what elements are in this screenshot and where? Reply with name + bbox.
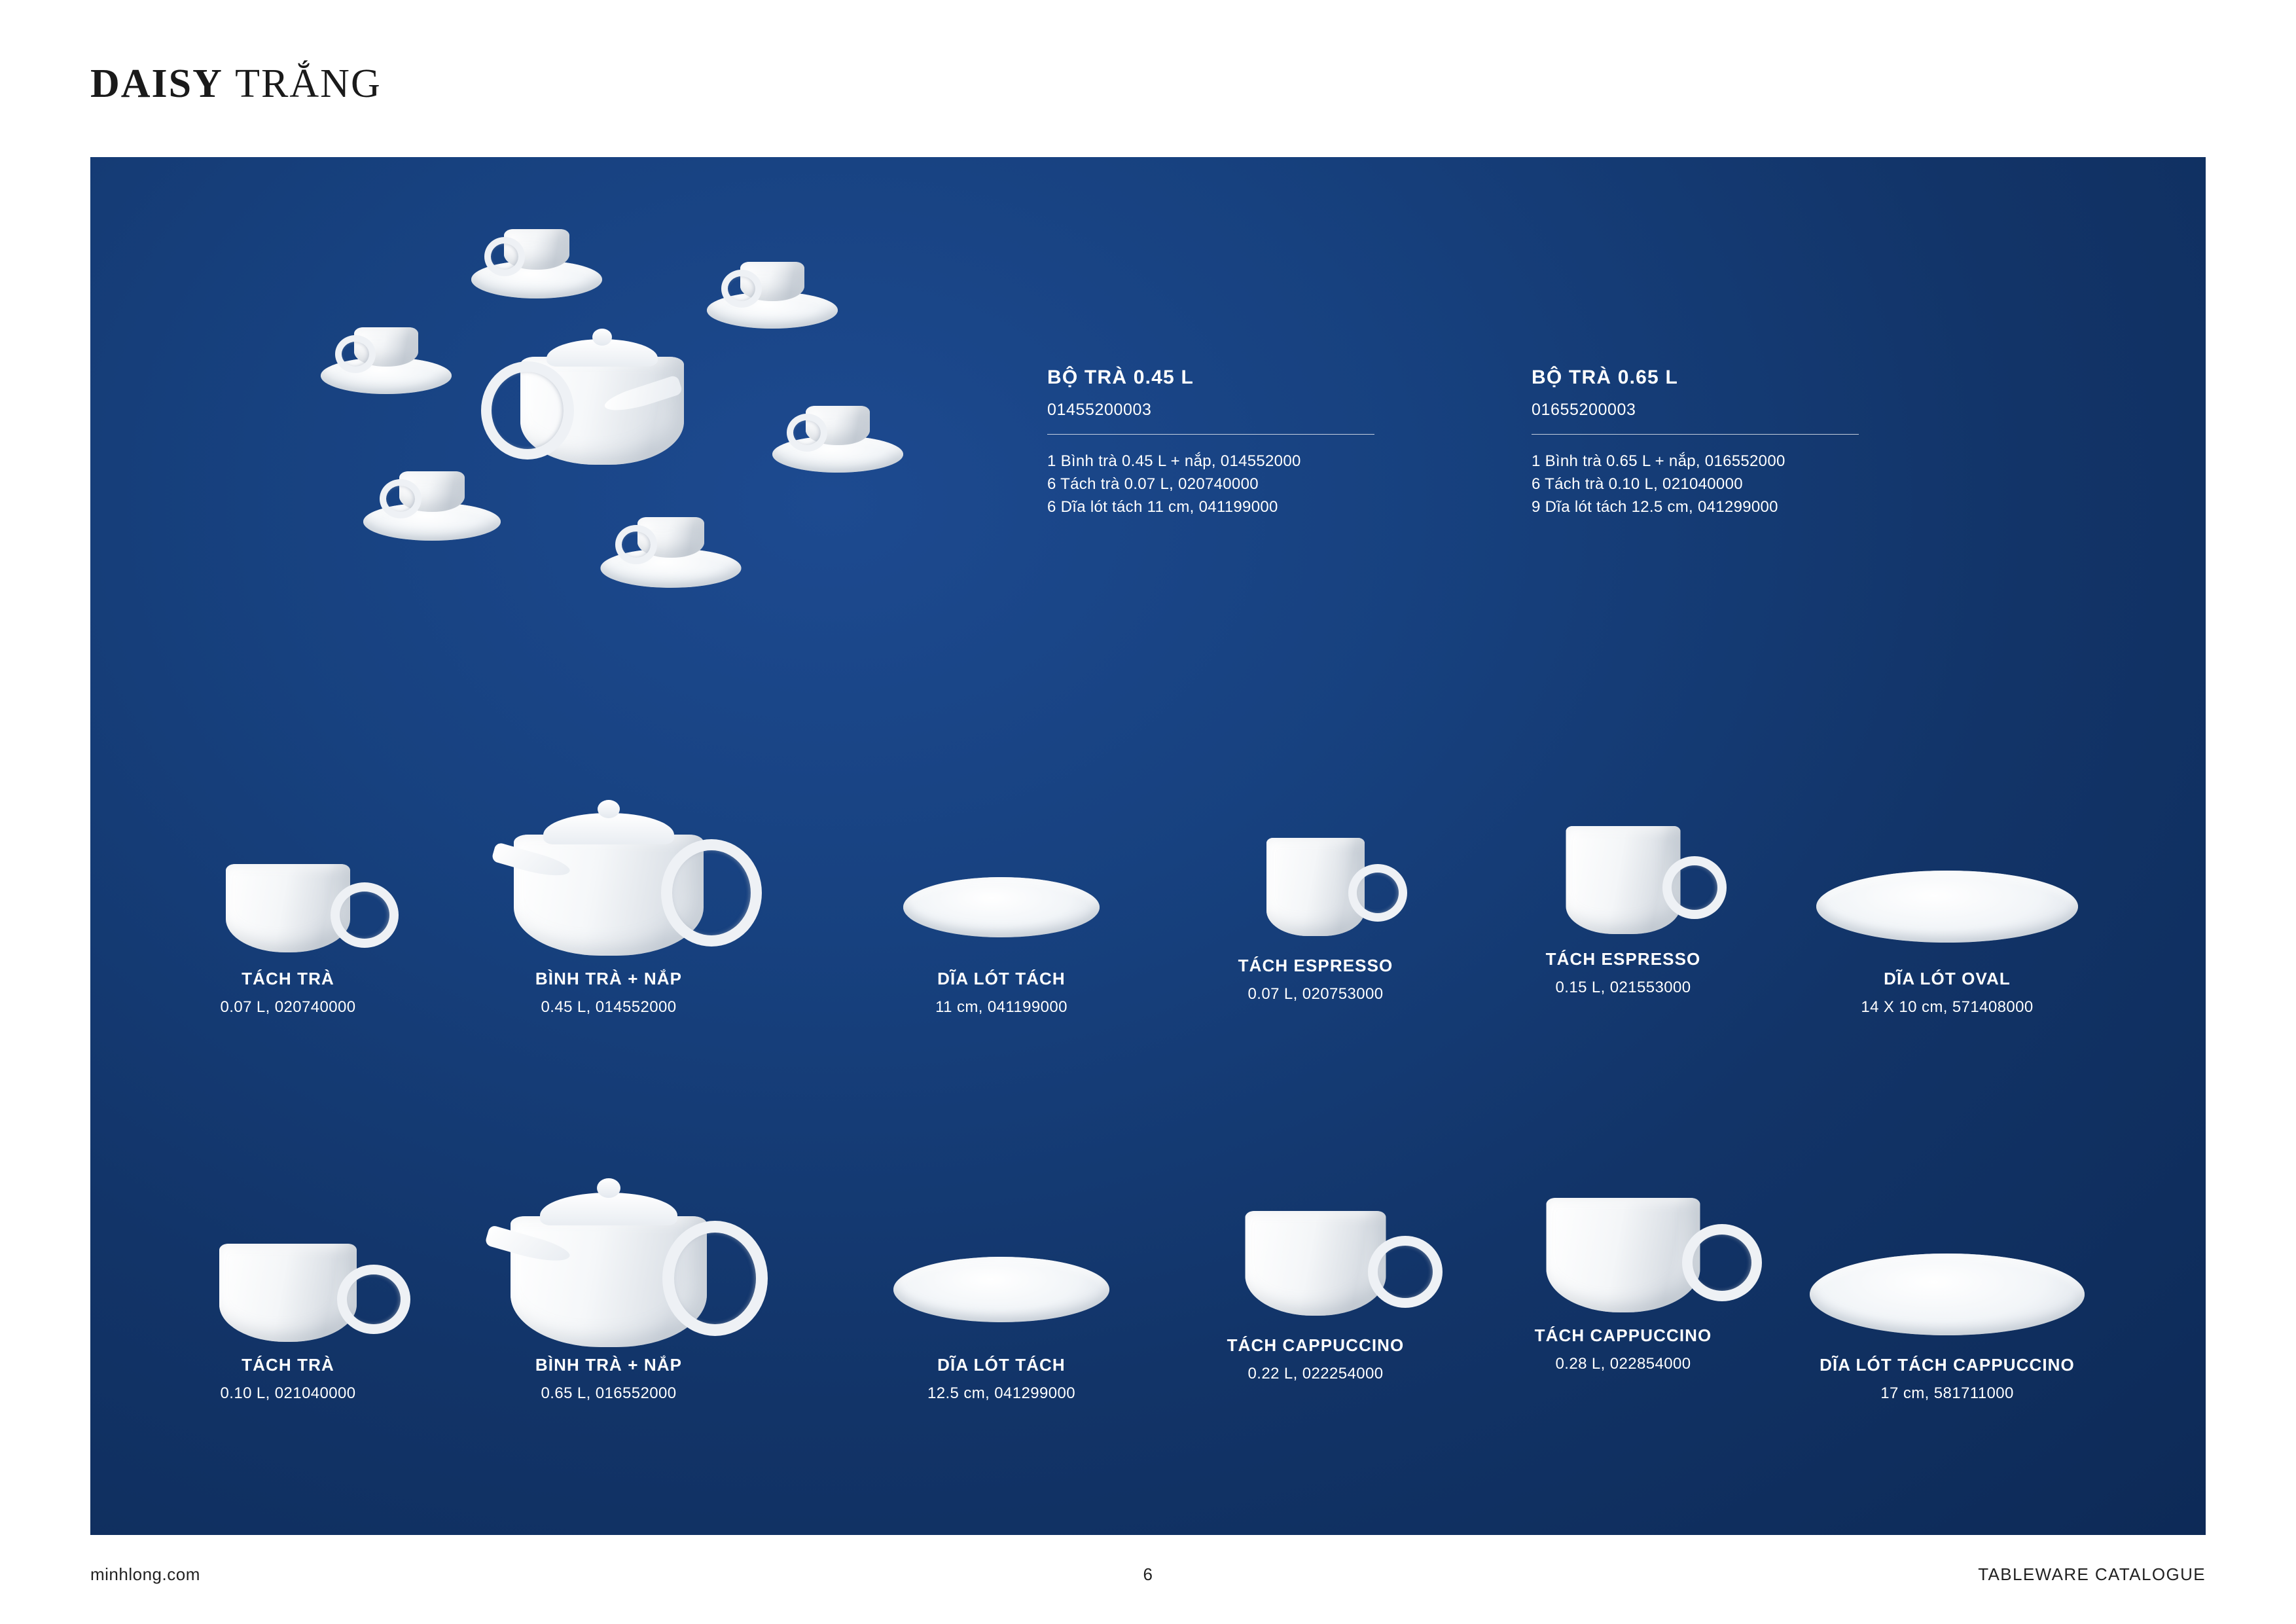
- product-image: [151, 805, 425, 969]
- set-title: BỘ TRÀ 0.45 L: [1047, 367, 1194, 388]
- product-spec: 14 X 10 cm, 571408000: [1861, 998, 2034, 1016]
- product-name: DĨA LÓT TÁCH: [937, 969, 1066, 988]
- product-spec: 0.07 L, 020740000: [220, 998, 356, 1016]
- product-spec: 0.22 L, 022254000: [1247, 1365, 1384, 1382]
- product-name: DĨA LÓT TÁCH: [937, 1355, 1066, 1375]
- product-image: [1178, 792, 1453, 956]
- product-item: [1486, 785, 1761, 997]
- product-item: [1178, 792, 1453, 1003]
- set-title: BỘ TRÀ 0.65 L: [1532, 367, 1678, 388]
- product-image: [1787, 1191, 2108, 1355]
- set-line: 6 Tách trà 0.07 L, 020740000: [1047, 475, 1259, 493]
- set-line: 1 Bình trà 0.45 L + nắp, 014552000: [1047, 452, 1301, 470]
- product-item: [151, 1191, 425, 1403]
- product-image: [151, 1191, 425, 1355]
- set-divider: [1532, 434, 1859, 435]
- product-spec: 0.65 L, 016552000: [541, 1384, 677, 1402]
- product-image: [1800, 805, 2094, 969]
- product-name: DĨA LÓT OVAL: [1884, 969, 2011, 988]
- product-name: TÁCH TRÀ: [242, 1355, 334, 1375]
- product-spec: 0.28 L, 022854000: [1555, 1355, 1691, 1373]
- product-name: DĨA LÓT TÁCH CAPPUCCINO: [1820, 1355, 2075, 1375]
- product-spec: 12.5 cm, 041299000: [927, 1384, 1076, 1402]
- hero-tea-set-image: [249, 203, 995, 661]
- product-name: TÁCH CAPPUCCINO: [1227, 1335, 1405, 1355]
- product-name: TÁCH TRÀ: [242, 969, 334, 988]
- product-item: [452, 759, 766, 1017]
- product-image: [1178, 1172, 1453, 1335]
- set-code: 01455200003: [1047, 401, 1152, 419]
- product-item: [452, 1139, 766, 1403]
- product-name: TÁCH ESPRESSO: [1238, 956, 1393, 975]
- product-image: [864, 1191, 1139, 1355]
- product-item: [151, 805, 425, 1017]
- product-image: [1486, 1162, 1761, 1326]
- product-spec: 0.07 L, 020753000: [1247, 985, 1384, 1003]
- product-spec: 0.10 L, 021040000: [220, 1384, 356, 1402]
- product-image: [1486, 785, 1761, 949]
- set-line: 1 Bình trà 0.65 L + nắp, 016552000: [1532, 452, 1785, 470]
- product-name: TÁCH CAPPUCCINO: [1534, 1326, 1712, 1345]
- set-divider: [1047, 434, 1374, 435]
- page-title: [90, 60, 382, 107]
- product-spec: 0.45 L, 014552000: [541, 998, 677, 1016]
- page-title-bold: DAISY: [90, 62, 223, 106]
- set-block-0: [1047, 367, 1374, 518]
- product-spec: 17 cm, 581711000: [1880, 1384, 2014, 1402]
- product-item: [1486, 1162, 1761, 1373]
- product-spec: 11 cm, 041199000: [935, 998, 1067, 1016]
- product-image: [864, 805, 1139, 969]
- set-line: 9 Dĩa lót tách 12.5 cm, 041299000: [1532, 497, 1778, 516]
- set-code: 01655200003: [1532, 401, 1636, 419]
- set-block-1: [1532, 367, 1859, 518]
- footer-website[interactable]: minhlong.com: [90, 1564, 200, 1584]
- product-name: BÌNH TRÀ + NẮP: [535, 1355, 683, 1375]
- footer-page-number: 6: [1143, 1564, 1153, 1584]
- product-image: [452, 1139, 766, 1355]
- product-item: [1178, 1172, 1453, 1383]
- page-title-light: TRẮNG: [235, 62, 382, 106]
- product-item: [1800, 805, 2094, 1017]
- product-item: [1787, 1191, 2108, 1403]
- set-line: 6 Dĩa lót tách 11 cm, 041199000: [1047, 497, 1278, 516]
- product-item: [864, 1191, 1139, 1403]
- set-line: 6 Tách trà 0.10 L, 021040000: [1532, 475, 1743, 493]
- product-name: BÌNH TRÀ + NẮP: [535, 969, 683, 988]
- product-item: [864, 805, 1139, 1017]
- product-name: TÁCH ESPRESSO: [1545, 949, 1701, 969]
- product-image: [452, 759, 766, 969]
- footer-catalogue-label: TABLEWARE CATALOGUE: [1978, 1564, 2206, 1584]
- product-spec: 0.15 L, 021553000: [1555, 979, 1691, 996]
